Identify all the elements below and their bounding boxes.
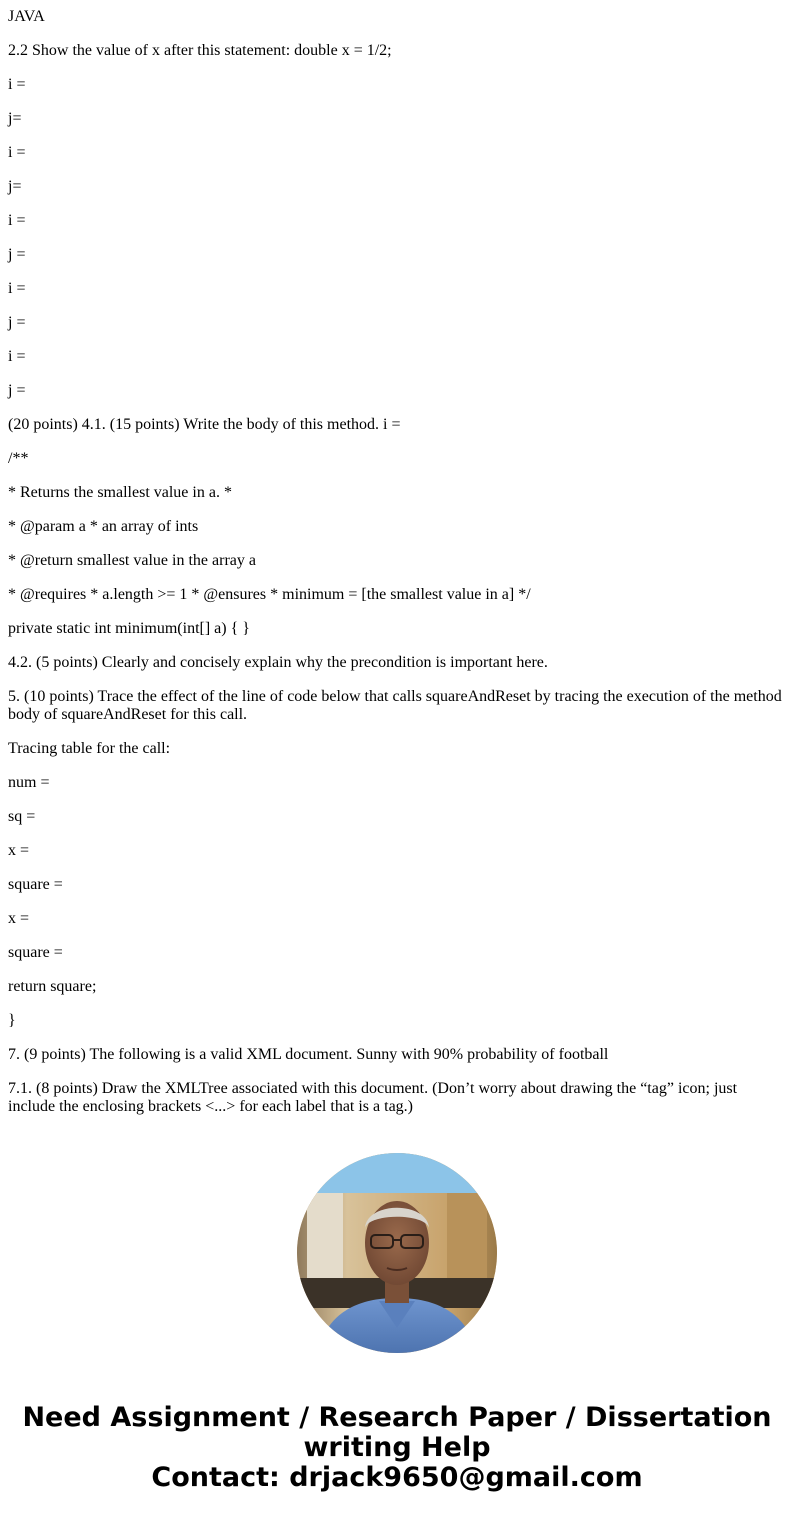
answer-line-j: j = [8,314,26,331]
answer-line-i: i = [8,280,26,297]
doc-title: JAVA [8,8,45,25]
document-body [8,0,786,1116]
code-comment-param: * @param a * an array of ints [8,518,199,535]
code-method-signature: private static int minimum(int[] a) { } [8,620,250,637]
trace-x: x = [8,842,30,859]
question-4-1: (20 points) 4.1. (15 points) Write the body of this method. i = [8,416,401,433]
question-4-2: 4.2. (5 points) Clearly and concisely explain why the precondition is important here. [8,654,548,671]
answer-line-j: j = [8,382,26,399]
trace-x: x = [8,910,30,927]
answer-line-j: j = [8,246,26,263]
answer-line-i: i = [8,76,26,93]
code-closing-brace: } [8,1012,16,1029]
answer-line-i: i = [8,348,26,365]
code-comment-return: * @return smallest value in the array a [8,552,256,569]
answer-line-i: i = [8,212,26,229]
trace-num: num = [8,774,50,791]
answer-line-i: i = [8,144,26,161]
question-7-1: 7.1. (8 points) Draw the XMLTree associated with this document. (Don’t worry about drawing the “tag” icon; just include the enclosing brackets <...> for each label that is a tag.) [8,1080,738,1115]
question-5: 5. (10 points) Trace the effect of the line of code below that calls squareAndReset by tracing the execution of the method body of squareAndReset for this call. [8,688,782,723]
code-comment-requires: * @requires * a.length >= 1 * @ensures * minimum = [the smallest value in a] */ [8,586,531,603]
trace-square: square = [8,944,63,961]
tracing-table-heading: Tracing table for the call: [8,740,171,757]
question-7: 7. (9 points) The following is a valid XML document. Sunny with 90% probability of football [8,1046,609,1063]
answer-line-j: j= [8,110,22,127]
promo-contact: Contact: drjack9650@gmail.com [151,1462,643,1493]
promo-line-1: Need Assignment / Research Paper / Dissertation [22,1402,772,1433]
question-2-2: 2.2 Show the value of x after this statement: double x = 1/2; [8,42,392,59]
trace-sq: sq = [8,808,36,825]
promo-line-2: writing Help [303,1432,491,1463]
trace-square: square = [8,876,63,893]
answer-line-j: j= [8,178,22,195]
code-comment-start: /** [8,450,29,467]
promo-banner [0,1403,794,1493]
code-return-statement: return square; [8,978,97,995]
code-comment-returns: * Returns the smallest value in a. * [8,484,232,501]
avatar [297,1153,497,1353]
person-portrait-icon [297,1153,497,1353]
